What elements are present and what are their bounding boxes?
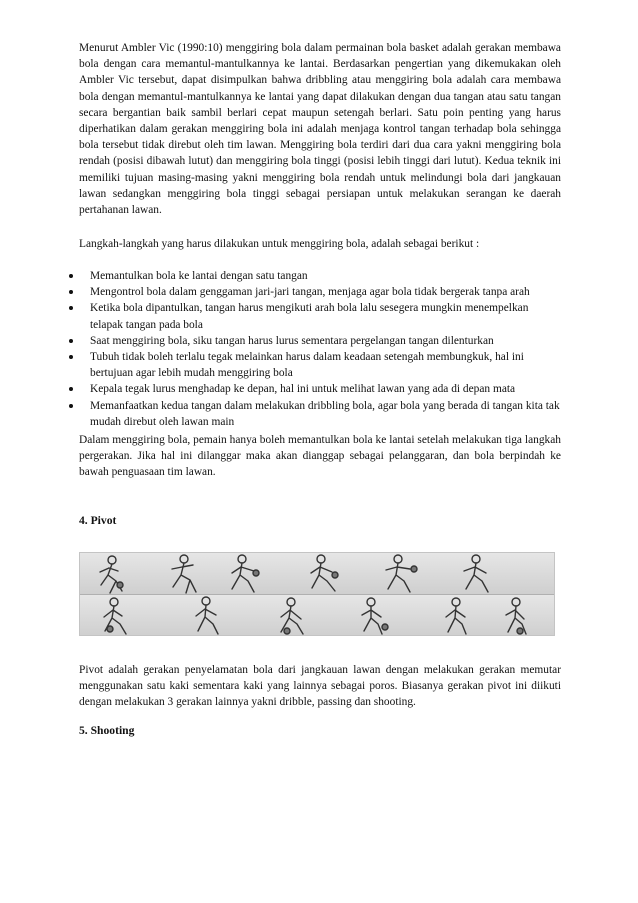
list-item: Kepala tegak lurus menghadap ke depan, hal ini untuk melihat lawan yang ada di depan mata	[79, 381, 561, 397]
list-item: Ketika bola dipantulkan, tangan harus mengikuti arah bola lalu sesegera mungkin menempelkan telapak tangan pada bola	[79, 300, 561, 332]
list-item: Mengontrol bola dalam genggaman jari-jari tangan, menjaga agar bola tidak bergerak tanpa arah	[79, 284, 561, 300]
section-heading-pivot: 4. Pivot	[79, 514, 117, 527]
list-item: Memantulkan bola ke lantai dengan satu tangan	[79, 268, 561, 284]
list-item: Saat menggiring bola, siku tangan harus lurus sementara pergelangan tangan dilenturkan	[79, 333, 561, 349]
list-item: Tubuh tidak boleh terlalu tegak melainkan harus dalam keadaan setengah membungkuk, hal ini bertujuan agar lebih mudah menggiring bola	[79, 349, 561, 381]
paragraph-dribbling-definition: Menurut Ambler Vic (1990:10) menggiring bola dalam permainan bola basket adalah gerakan membawa bola dengan cara memantul-mantulkannya ke lantai. Berdasarkan pengertian yang dikemukakan oleh Ambler Vic tersebut, dapat disimpulkan bahwa dribbling atau menggiring bola adalah cara membawa bola dengan memantul-mantulkannya ke lantai yang dapat dilakukan dengan dua tangan atau satu tangan secara bergantian baik sambil berlari cepat maupun setengah berlari. Satu poin penting yang harus diperhatikan dalam gerakan menggiring bola ini adalah menjaga kontrol tangan terhadap bola sehingga bola tersebut tidak direbut oleh tim lawan. Menggiring bola terdiri dari dua cara yakni menggiring bola rendah (posisi dibawah lutut) dan menggiring bola tinggi (posisi lebih tinggi dari lutut). Kedua teknik ini memiliki tujuan masing-masing yakni menggiring bola rendah untuk melindungi bola dari jangkauan lawan sedangkan menggiring bola tinggi sebagai persiapan untuk melakukan serangan ke daerah pertahanan lawan.	[79, 42, 561, 217]
paragraph-pivot-definition: Pivot adalah gerakan penyelamatan bola dari jangkauan lawan dengan melakukan gerakan memutar menggunakan satu kaki sementara kaki yang lainnya sebagai poros. Biasanya gerakan pivot ini diikuti dengan melakukan 3 gerakan lainnya yakni dribble, passing dan shooting.	[79, 664, 561, 709]
player-figures-drawing	[80, 553, 555, 636]
list-item: Memanfaatkan kedua tangan dalam melakukan dribbling bola, agar bola yang berada di tangan kita tak mudah direbut oleh lawan main	[79, 398, 561, 430]
paragraph-steps-intro: Langkah-langkah yang harus dilakukan untuk menggiring bola, adalah sebagai berikut :	[79, 238, 480, 250]
dribbling-steps-list	[79, 268, 561, 430]
pivot-figure-image	[79, 552, 555, 636]
section-heading-shooting: 5. Shooting	[79, 724, 135, 737]
pivot-illustration	[79, 552, 561, 636]
paragraph-dribbling-rule: Dalam menggiring bola, pemain hanya boleh memantulkan bola ke lantai setelah melakukan tiga langkah pergerakan. Jika hal ini dilanggar maka akan dianggap sebagai pelanggaran, dan bola berpindah ke bawah penguasaan tim lawan.	[79, 434, 561, 479]
